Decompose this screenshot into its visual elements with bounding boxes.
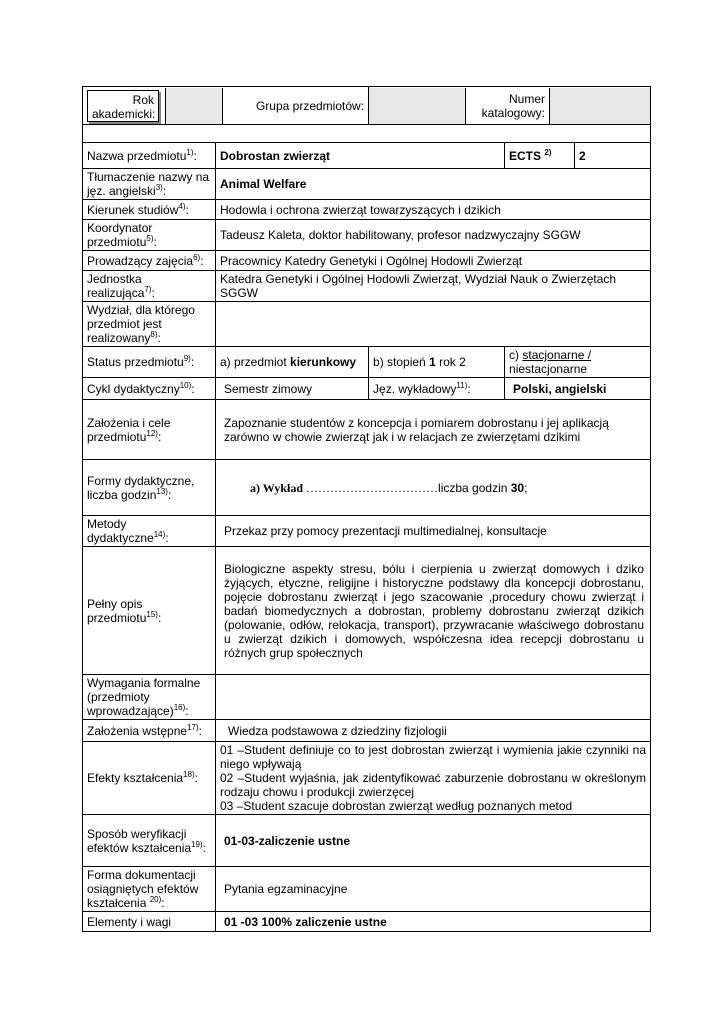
- row-kierunek: [83, 200, 651, 220]
- row-wydzial: [83, 302, 651, 347]
- jednostka-value: Katedra Genetyki i Ogólnej Hodowli Zwierząt, Wydział Nauk o Zwierzętach SGGW: [216, 271, 651, 302]
- row-sposob: [83, 815, 651, 867]
- tlumaczenie-value: Animal Welfare: [216, 169, 651, 200]
- wymagania-value: [216, 675, 651, 720]
- row-zal-wstepne: [83, 720, 651, 742]
- metody-value: Przekaz przy pomocy prezentacji multimedialnej, konsultacje: [216, 516, 651, 547]
- course-syllabus-form: [82, 86, 650, 932]
- efekt-02: 02 –Student wyjaśnia, jak zidentyfikować zaburzenie dobrostanu w określonym rodzaju chowu i produkcji zwierzęcej: [220, 771, 647, 799]
- efekty-value: [216, 742, 651, 815]
- status-c: c) stacjonarne / niestacjonarne: [505, 347, 651, 378]
- row-koordynator: [83, 220, 651, 251]
- row-prowadzacy: [83, 251, 651, 271]
- metody-label: Metody dydaktyczne$^{14)}$:: [83, 516, 216, 547]
- koordynator-value: Tadeusz Kaleta, doktor habilitowany, profesor nadzwyczajny SGGW: [216, 220, 651, 251]
- status-b: b) stopień 1 rok 2: [369, 347, 505, 378]
- forma-dok-label: Forma dokumentacji osiągniętych efektów kształcenia $^{20)}$:: [83, 867, 216, 912]
- kierunek-value: Hodowla i ochrona zwierząt towarzyszących i dzikich: [216, 200, 651, 220]
- cykl-label: Cykl dydaktyczny$^{10)}$:: [83, 378, 216, 400]
- elementy-label: Elementy i wagi: [83, 912, 216, 932]
- forma-dok-value: Pytania egzaminacyjne: [216, 867, 651, 912]
- row-status: [83, 347, 651, 378]
- wymagania-label: Wymagania formalne (przedmioty wprowadzające)$^{16)}$:: [83, 675, 216, 720]
- row-wymagania: [83, 675, 651, 720]
- formy-label: Formy dydaktyczne, liczba godzin$^{13)}$:: [83, 460, 216, 516]
- rok-akademicki-label: Rok akademicki:: [87, 90, 159, 122]
- nazwa-value: Dobrostan zwierząt: [216, 143, 505, 169]
- row-zalozenia: [83, 400, 651, 460]
- row-nazwa: [83, 143, 651, 169]
- wydzial-label: Wydział, dla którego przedmiot jest realizowany$^{8)}$:: [83, 302, 216, 347]
- elementy-value: 01 -03 100% zaliczenie ustne: [216, 912, 651, 932]
- zalozenia-value: Zapoznanie studentów z koncepcja i pomiarem dobrostanu i jej aplikacją zarówno w chowie zwierząt jak i w relacjach ze zwierzętami dzikimi: [216, 400, 651, 460]
- prowadzacy-label: Prowadzący zajęcia$^{6)}$:: [83, 251, 216, 271]
- kierunek-label: Kierunek studiów$^{4)}$:: [83, 200, 216, 220]
- zal-wstepne-label: Założenia wstępne$^{17)}$:: [83, 720, 216, 742]
- opis-label: Pełny opis przedmiotu$^{15)}$:: [83, 547, 216, 675]
- jez-wykladowy-value: Polski, angielski: [505, 378, 651, 400]
- spacer-row: [83, 125, 651, 143]
- efekt-01: 01 –Student definiuje co to jest dobrostan zwierząt i wymienia jakie czynniki na niego wpływają: [220, 743, 647, 771]
- row-efekty: [83, 742, 651, 815]
- cykl-value: Semestr zimowy: [216, 378, 369, 400]
- opis-value: Biologiczne aspekty stresu, bólu i cierpienia u zwierząt domowych i dziko żyjących, etyczne, religijne i historyczne podstawy dla koncepcji dobrostanu, pojęcie dobrostanu zwierząt i jego szacowanie ,procedury chowu zwierząt i badań biomedycznych a dobrostan, problemy dobrostanu zwierząt dzikich (polowanie, odłów, relokacja, transport), przywracanie właściwego dobrostanu u zwierząt dzikich i domowych, współczesna idea recepcji dobrostanu u różnych grup społecznych: [216, 547, 651, 675]
- row-jednostka: [83, 271, 651, 302]
- sposob-value: 01-03-zaliczenie ustne: [216, 815, 651, 867]
- status-label: Status przedmiotu$^{9)}$:: [83, 347, 216, 378]
- row-cykl: [83, 378, 651, 400]
- zal-wstepne-value: Wiedza podstawowa z dziedziny fizjologii: [216, 720, 651, 742]
- numer-katalogowy-value[interactable]: [549, 88, 650, 124]
- prowadzacy-value: Pracownicy Katedry Genetyki i Ogólnej Hodowli Zwierząt: [216, 251, 651, 271]
- grupa-przedmiotow-label: Grupa przedmiotów:: [255, 98, 365, 113]
- jez-wykladowy-label: Jęz. wykładowy$^{11)}$:: [369, 378, 505, 400]
- row-elementy: [83, 912, 651, 932]
- row-formy: [83, 460, 651, 516]
- rok-akademicki-value[interactable]: [165, 88, 223, 124]
- numer-katalogowy-label: Numer katalogowy:: [481, 91, 546, 120]
- nazwa-label: Nazwa przedmiotu$^{1)}$:: [83, 143, 216, 169]
- efekt-03: 03 –Student szacuje dobrostan zwierząt według poznanych metod: [220, 799, 573, 813]
- ects-value: 2: [575, 143, 651, 169]
- jednostka-label: Jednostka realizująca$^{7)}$:: [83, 271, 216, 302]
- efekty-label: Efekty kształcenia$^{18)}$:: [83, 742, 216, 815]
- header-row: [83, 87, 651, 125]
- wydzial-value: [216, 302, 651, 347]
- ects-label: ECTS $^{2)}$: [505, 143, 575, 169]
- status-a: a) przedmiot kierunkowy: [216, 347, 369, 378]
- sposob-label: Sposób weryfikacji efektów kształcenia$^{19)}$:: [83, 815, 216, 867]
- syllabus-table: [82, 86, 651, 932]
- row-forma-dok: [83, 867, 651, 912]
- row-opis: [83, 547, 651, 675]
- formy-value: a) Wykład ……………………………liczba godzin 30;: [216, 460, 651, 516]
- row-tlumaczenie: [83, 169, 651, 200]
- zalozenia-label: Założenia i cele przedmiotu$^{12)}$:: [83, 400, 216, 460]
- row-metody: [83, 516, 651, 547]
- koordynator-label: Koordynator przedmiotu$^{5)}$:: [83, 220, 216, 251]
- tlumaczenie-label: Tłumaczenie nazwy na jęz. angielski$^{3)}$:: [83, 169, 216, 200]
- grupa-przedmiotow-value[interactable]: [369, 88, 466, 124]
